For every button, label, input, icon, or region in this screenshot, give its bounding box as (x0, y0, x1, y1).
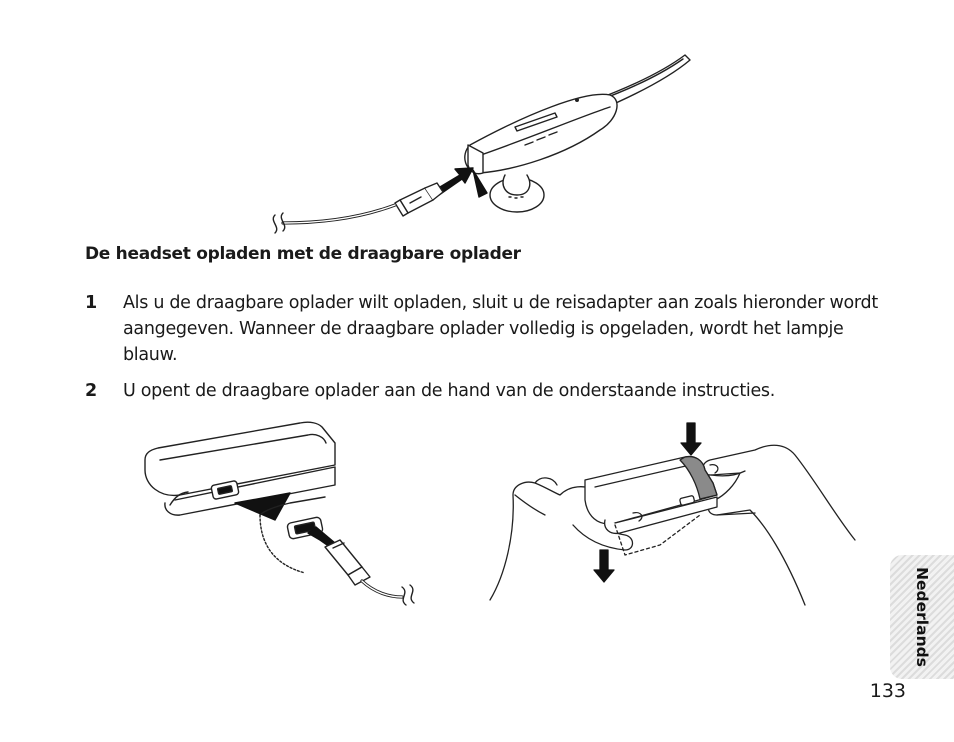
language-tab (890, 555, 954, 679)
arrow-down-icon (681, 423, 701, 455)
step-text: U opent de draagbare oplader aan de hand van de onderstaande instructies. (123, 381, 775, 401)
step-number: 1 (85, 293, 97, 313)
headset-charging-illustration (265, 45, 695, 235)
hands-opening-charger-illustration (485, 415, 860, 610)
step-number: 2 (85, 381, 97, 401)
portable-charger-illustration (140, 415, 420, 610)
page-number: 133 (869, 680, 906, 702)
arrow-down-icon (594, 550, 614, 582)
section-heading: De headset opladen met de draagbare oplader (85, 244, 521, 264)
language-tab-label: Nederlands (913, 567, 931, 667)
step-text: Als u de draagbare oplader wilt opladen, sluit u de reisadapter aan zoals hieronder wordt aangegeven. Wanneer de draagbare oplader volledig is opgeladen, wordt het lampje blauw. (123, 293, 878, 365)
